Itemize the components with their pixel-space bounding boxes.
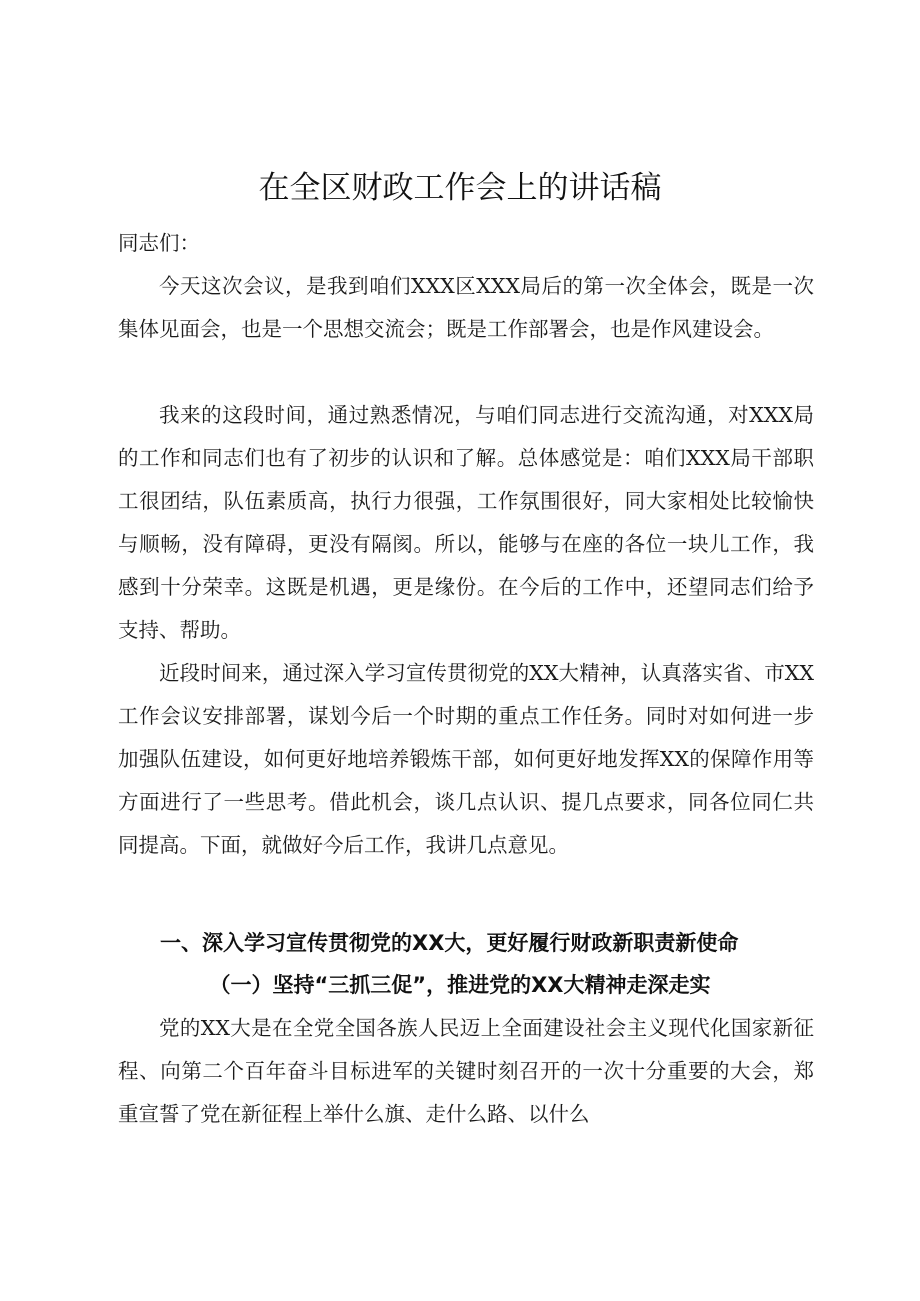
- paragraph-opening: 今天这次会议，是我到咱们XXX区XXX局后的第一次全体会，既是一次集体见面会，也是一个思想交流会；既是工作部署会，也是作风建设会。: [118, 274, 814, 341]
- paragraph-section-body: 党的XX大是在全党全国各族人民迈上全面建设社会主义现代化国家新征程、向第二个百年奋斗目标进军的关键时刻召开的一次十分重要的大会，郑重宣誓了党在新征程上举什么旗、走什么路、以什么: [118, 1016, 814, 1126]
- salutation: 同志们：: [118, 231, 200, 255]
- document-title: 在全区财政工作会上的讲话稿: [258, 170, 662, 206]
- section-heading: 一、深入学习宣传贯彻党的XX大，更好履行财政新职责新使命: [160, 931, 739, 955]
- paragraph-reflections: 近段时间来，通过深入学习宣传贯彻党的XX大精神，认真落实省、市XX工作会议安排部署，谋划今后一个时期的重点工作任务。同时对如何进一步加强队伍建设，如何更好地培养锻炼干部，如何更好地发挥XX的保障作用等方面进行了一些思考。借此机会，谈几点认识、提几点要求，同各位同仁共同提高。下面，就做好今后工作，我讲几点意见。: [118, 661, 814, 857]
- paragraph-impressions: 我来的这段时间，通过熟悉情况，与咱们同志进行交流沟通，对XXX局的工作和同志们也有了初步的认识和了解。总体感觉是：咱们XXX局干部职工很团结，队伍素质高，执行力很强，工作氛围很好，同大家相处比较愉快与顺畅，没有障碍，更没有隔阂。所以，能够与在座的各位一块儿工作，我感到十分荣幸。这既是机遇，更是缘份。在今后的工作中，还望同志们给予支持、帮助。: [118, 403, 814, 642]
- subsection-heading: （一）坚持“三抓三促”，推进党的XX大精神走深走实: [209, 973, 711, 997]
